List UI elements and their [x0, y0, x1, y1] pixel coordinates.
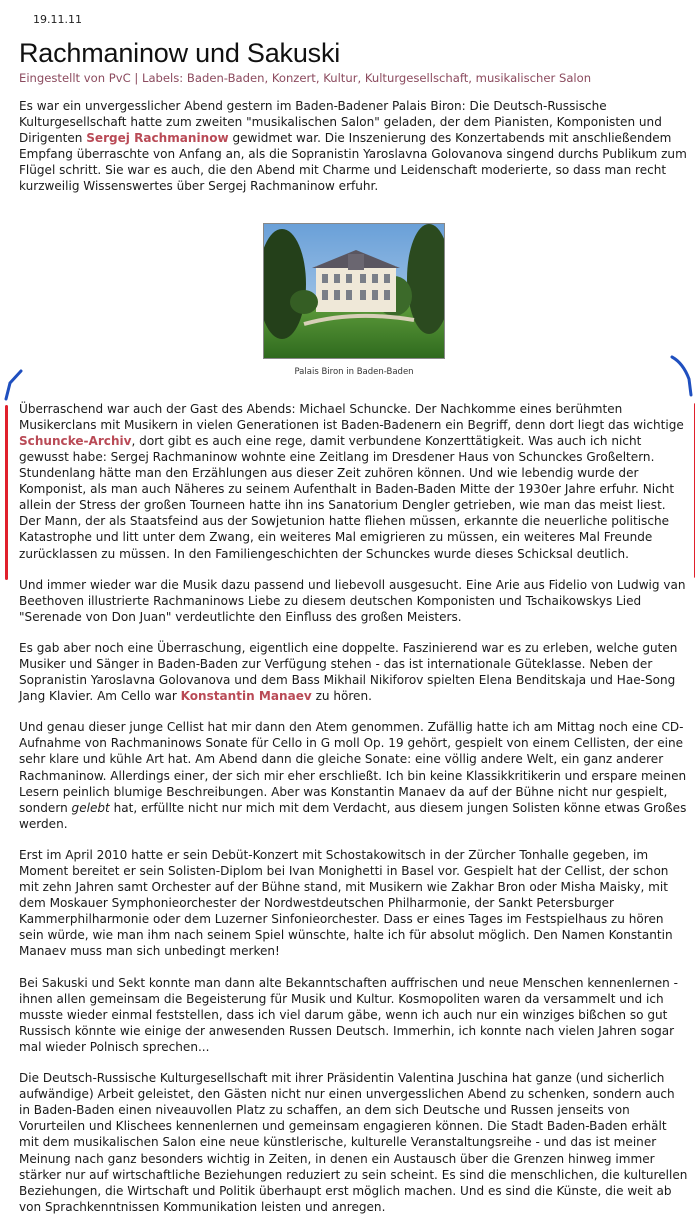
figure-palais-biron: [263, 223, 445, 380]
post-title[interactable]: Rachmaninow und Sakuski: [19, 38, 341, 68]
red-margin-mark: [5, 405, 8, 580]
paragraph-text: Es gab aber noch eine Überraschung, eigentlich eine doppelte. Faszinierend war es zu erleben, welche guten Musiker und Sänger in Baden-Baden zur Verfügung stehen - das ist internationale Güteklasse. Neben der Sopranistin Yaroslavna Golovanova und dem Bass Mikhail Nikiforov spielten Elena Benditskaja und Hae-Song Jang Klavier. Am Cello war: [19, 640, 678, 704]
paragraph-surprise: [19, 640, 689, 704]
paragraph-sakuski: Bei Sakuski und Sekt konnte man dann alte Bekanntschaften auffrischen und neue Menschen kennenlernen - ihnen allen gemeinsam die Begeisterung für Musik und Kultur. Kosmopoliten waren da versammelt und ich musste wieder einmal feststellen, dass ich viel darum gäbe, wenn ich auch nur ein winziges bißchen so gut Russisch könnte wie einige der anwesenden Russen Deutsch. Immerhin, ich konnte nach vielen Jahren sogar mal wieder Polnisch sprechen...: [19, 975, 678, 1054]
blue-marker-icon: [669, 353, 695, 397]
link-sergej-rachmaninow[interactable]: Sergej Rachmaninow: [86, 131, 229, 146]
figure-caption: Palais Biron in Baden-Baden: [294, 366, 414, 377]
paragraph-intro: [19, 98, 689, 195]
paragraph-cellist: [19, 719, 689, 832]
paragraph-text: zu hören.: [311, 689, 372, 704]
emphasis-text: gelebt: [71, 800, 110, 815]
paragraph-text: hat, erfüllte nicht nur mich mit dem Verdacht, aus diesem jungen Solisten könne etwas Großes werden.: [19, 800, 687, 831]
paragraph-guest: [19, 401, 689, 562]
paragraph-text: Es war ein unvergesslicher Abend gestern im Baden-Badener Palais Biron: Die Deutsch-Russische Kulturgesellschaft hatte zum zweiten "musikalischen Salon" geladen, der dem Pianisten, Komponisten und Dirigenten: [19, 99, 662, 146]
palais-biron-photo[interactable]: [263, 223, 445, 359]
paragraph-text: Und genau dieser junge Cellist hat mir dann den Atem genommen. Zufällig hatte ich am Mittag noch eine CD-Aufnahme von Rachmaninows Sonate für Cello in G moll Op. 19 gehört, gespielt von einem Cellisten, der eine sehr klare und kühle Art hat. Am Abend dann die gleiche Sonate: eine völlig andere Welt, ein ganz anderer Rachmaninow. Allerdings einer, der sich mir eher erschließt. Ich bin keine Klassikkritikerin und erspare meinen Lesern peinlich blumige Beschreibungen. Aber was Konstantin Manaev da auf der Bühne nicht nur gespielt, sondern: [19, 720, 687, 815]
link-schuncke-archiv[interactable]: Schuncke-Archiv: [19, 433, 132, 448]
highlighted-section: [19, 401, 689, 562]
building-photo-icon: [264, 224, 444, 358]
paragraph-text: , dort gibt es auch eine rege, damit verbundene Konzerttätigkeit. Was auch ich nicht gewusst habe: Sergej Rachmaninow wohnte eine Zeitlang im Dresdener Haus von Schunckes Großeltern. Stundenlang hätte man den Erzählungen aus dieser Zeit zuhören können. Und wie lebendig wurde der Komponist, als man auch Näheres zu seinem Aufenthalt in Baden-Baden Mitte der 1930er Jahre erfuhr. Nicht allein der Stress der großen Tourneen hatte ihn ins Sanatorium Dengler getrieben, wie man das meist liest. Der Mann, der als Staatsfeind aus der Sowjetunion hatte fliehen müssen, erkannte die neuerliche politische Katastrophe und litt unter dem Zwang, ein weiteres Mal emigrieren zu müssen, ein weiteres Mal Freunde zurücklassen zu müssen. In den Familiengeschichten der Schunckes wurde dieses Schicksal deutlich.: [19, 433, 675, 561]
link-konstantin-manaev[interactable]: Konstantin Manaev: [180, 689, 312, 704]
paragraph-debut: Erst im April 2010 hatte er sein Debüt-Konzert mit Schostakowitsch in der Zürcher Tonhalle gegeben, im Moment bereitet er sein Solisten-Diplom bei Ivan Monighetti in Basel vor. Gespielt hat der Cellist, der schon mit zehn Jahren samt Orchester auf der Bühne stand, mit Musikern wie Zakhar Bron oder Misha Maisky, mit dem Moskauer Symphonieorchester der Nordwestdeutschen Philharmonie, der Sankt Petersburger Kammerphilharmonie oder dem Luzerner Sinfonieorchester. Dass er eines Tages im Festspielhaus zu hören sein würde, wie man ihm nach seinem Spiel wünschte, halte ich für absolut möglich. Den Namen Konstantin Manaev muss man sich unbedingt merken!: [19, 847, 673, 959]
post-meta: Eingestellt von PvC | Labels: Baden-Baden, Konzert, Kultur, Kulturgesellschaft, musikalischer Salon: [19, 71, 592, 85]
paragraph-text: Überraschend war auch der Gast des Abends: Michael Schuncke. Der Nachkomme eines berühmten Musikerclans mit Musikern in vielen Generationen ist Baden-Badenern ein Begriff, denn dort liegt das wichtige: [19, 401, 684, 432]
paragraph-conclusion: Die Deutsch-Russische Kulturgesellschaft mit ihrer Präsidentin Valentina Juschina hat ganze (und sicherlich aufwändige) Arbeit geleistet, den Gästen nicht nur einen unvergesslichen Abend zu schenken, sondern auch in Baden-Baden einen niveauvollen Platz zu schaffen, an dem sich Deutsche und Russen jenseits von Vorurteilen und Klischees kennenlernen und gemeinsam engagieren können. Die Stadt Baden-Baden erhält mit dem musikalischen Salon eine neue künstlerische, kulturelle Veranstaltungsreihe - und das ist meiner Meinung nach ganz besonders wichtig in Zeiten, in denen ein Austausch über die Grenzen hinweg immer stärker nur auf wirtschaftliche Beziehungen reduziert zu sein scheint. Es sind die menschlichen, die kulturellen Beziehungen, die Wirtschaft und Politik überhaupt erst möglich machen. Und es sind die Künste, die weit ab von Sprachkenntnissen Kommunikation leisten und anregen.: [19, 1071, 688, 1214]
post-body: [19, 98, 689, 1230]
post-date: 19.11.11: [33, 13, 82, 26]
blue-marker-icon: [3, 369, 25, 401]
paragraph-music: Und immer wieder war die Musik dazu passend und liebevoll ausgesucht. Eine Arie aus Fidelio von Ludwig van Beethoven illustrierte Rachmaninows Liebe zu diesem deutschen Komponisten und Tschaikowskys Lied "Serenade von Don Juan" verdeutlichte den Einfluss des großen Meisters.: [19, 577, 686, 624]
paragraph-text: gewidmet war. Die Inszenierung des Konzertabends mit anschließendem Empfang überraschte von Anfang an, als die Sopranistin Yaroslavna Golovanova singend durchs Publikum zum Flügel schritt. Sie war es auch, die den Abend mit Charme und Leidenschaft moderierte, so dass man recht kurzweilig Wissenswertes über Sergej Rachmaninow erfuhr.: [19, 131, 687, 194]
